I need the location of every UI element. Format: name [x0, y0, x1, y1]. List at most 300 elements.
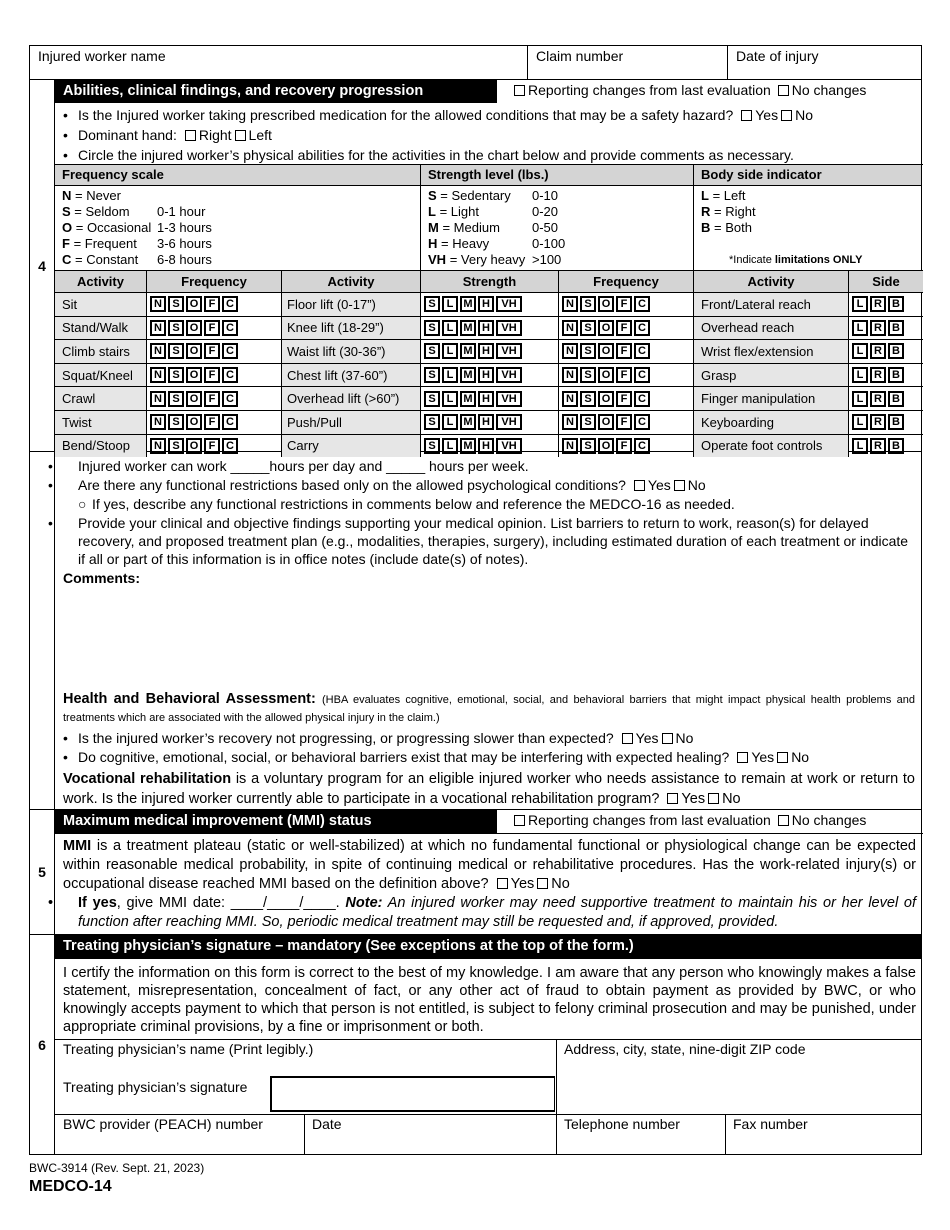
frequency-option[interactable]: F [616, 438, 632, 454]
mmi-no-changes-checkbox[interactable] [778, 815, 789, 826]
side-option[interactable]: R [870, 391, 886, 407]
frequency-cell [147, 293, 282, 316]
signature-label: Treating physician’s signature [63, 1079, 248, 1095]
strength-scale-item: H = Heavy 0-100 [428, 236, 566, 251]
frequency-option[interactable]: S [168, 343, 184, 359]
strength-level-title: Strength level (lbs.) [421, 165, 694, 186]
frequency-option[interactable]: S [168, 391, 184, 407]
frequency-option[interactable]: O [186, 296, 202, 312]
hba-q2-yes-checkbox[interactable] [737, 752, 748, 763]
hba-title: Health and Behavioral Assessment: [63, 691, 316, 707]
strength-option[interactable]: M [460, 438, 476, 454]
frequency-option[interactable]: O [598, 343, 614, 359]
yes-label: Yes [635, 730, 659, 746]
frequency-option[interactable]: N [150, 438, 166, 454]
frequency-option[interactable]: F [204, 320, 220, 336]
activity-name: Twist [55, 411, 147, 434]
strength-option[interactable]: H [478, 438, 494, 454]
strength-option[interactable]: VH [496, 391, 522, 407]
frequency-cell [559, 387, 694, 410]
body-side-item: R = Right [701, 204, 756, 219]
yes-label: Yes [647, 477, 671, 493]
frequency-option[interactable]: F [204, 296, 220, 312]
worker-name-label: Injured worker name [38, 48, 166, 64]
no-changes-label: No changes [791, 812, 867, 828]
strength-option[interactable]: L [442, 367, 458, 383]
frequency-option[interactable]: C [634, 343, 650, 359]
strength-option[interactable]: VH [496, 296, 522, 312]
mmi-date-field[interactable]: , give MMI date: ____/____/____. [116, 895, 346, 911]
date-label: Date [312, 1116, 342, 1132]
psych-sub-instruction: If yes, describe any functional restrictions in comments below and reference the MEDCO-16 as needed. [92, 496, 735, 512]
side-option[interactable]: L [852, 320, 868, 336]
frequency-option[interactable]: S [168, 320, 184, 336]
frequency-scale-item: C = Constant 6-8 hours [62, 252, 212, 267]
frequency-option[interactable]: C [222, 438, 238, 454]
side-option[interactable]: B [888, 391, 904, 407]
section-4b-number-cell [29, 452, 54, 810]
activity-table-header [55, 270, 923, 293]
side-cell [849, 387, 923, 410]
section-4-number-cell [29, 80, 54, 452]
dominant-hand-label: Dominant hand: [78, 127, 177, 143]
activity-name: Push/Pull [282, 411, 421, 434]
frequency-option[interactable]: F [616, 414, 632, 430]
section-6-number: 6 [38, 1036, 46, 1053]
strength-option[interactable]: S [424, 296, 440, 312]
frequency-option[interactable]: O [186, 438, 202, 454]
strength-option[interactable]: VH [496, 320, 522, 336]
activity-name: Wrist flex/extension [694, 340, 849, 363]
worker-name-field[interactable] [30, 46, 528, 79]
circle-instruction: Circle the injured worker’s physical abilities for the activities in the chart below and provide comments as necessary. [78, 147, 794, 163]
strength-option[interactable]: VH [496, 414, 522, 430]
activity-row [55, 411, 923, 435]
frequency-cell [559, 293, 694, 316]
frequency-cell [559, 364, 694, 387]
frequency-option[interactable]: S [580, 414, 596, 430]
frequency-option[interactable]: N [562, 296, 578, 312]
strength-option[interactable]: H [478, 391, 494, 407]
section-6-number-cell [29, 935, 54, 1155]
yes-label: Yes [751, 749, 775, 765]
mmi-no-checkbox[interactable] [537, 878, 548, 889]
activity-name: Chest lift (37-60”) [282, 364, 421, 387]
hba-q1-yes-checkbox[interactable] [622, 733, 633, 744]
frequency-option[interactable]: F [616, 391, 632, 407]
hba-block: Health and Behavioral Assessment: (HBA evaluates cognitive, emotional, social, and behavioral barriers that might impact physical health problems and treatments which are associated with the allowed physical injury in the claim.) • Is the injured worker’s recovery not progressing, or progressing slower than expected? Yes No • Do cognitive, emotional, social, or behavioral barriers exist that may be interfering with expected healing? Yes No Vocational rehabilitation is a voluntary program for an eligible injured worker who needs assistance to remain at work or return to work. Is the injured worker currently able to participate in a vocational rehabilitation program? Yes No [63, 691, 916, 807]
section-4-changes [511, 82, 921, 98]
strength-option[interactable]: L [442, 438, 458, 454]
side-option[interactable]: R [870, 296, 886, 312]
activity-name: Bend/Stoop [55, 435, 147, 458]
right-hand-checkbox[interactable] [185, 130, 196, 141]
strength-option[interactable]: L [442, 296, 458, 312]
date-of-injury-field[interactable] [728, 46, 921, 79]
form-id: MEDCO-14 [29, 1178, 112, 1195]
yes-label: Yes [755, 107, 779, 123]
strength-option[interactable]: S [424, 320, 440, 336]
frequency-option[interactable]: C [634, 414, 650, 430]
strength-option[interactable]: M [460, 391, 476, 407]
medication-yes-checkbox[interactable] [741, 110, 752, 121]
frequency-option[interactable]: O [186, 414, 202, 430]
hba-q1-no-checkbox[interactable] [662, 733, 673, 744]
section-5 [48, 810, 922, 935]
peach-number-label: BWC provider (PEACH) number [63, 1116, 263, 1132]
frequency-option[interactable]: O [598, 391, 614, 407]
frequency-option[interactable]: S [580, 438, 596, 454]
section-4-questions: • Is the Injured worker taking prescribed medication for the allowed conditions that may be a safety hazard? Yes No • Dominant hand: Right Left • Circle the injured worker’s physical abilities for the activities in the chart below and provide comments as necessary. [63, 107, 813, 163]
body-side-item: L = Left [701, 188, 746, 203]
right-label: Right [198, 127, 232, 143]
claim-number-field[interactable] [528, 46, 728, 79]
frequency-option[interactable]: S [580, 343, 596, 359]
frequency-option[interactable]: N [562, 414, 578, 430]
activity-name: Floor lift (0-17”) [282, 293, 421, 316]
date-of-injury-label: Date of injury [736, 48, 819, 64]
frequency-option[interactable]: N [562, 391, 578, 407]
left-hand-checkbox[interactable] [235, 130, 246, 141]
activity-row [55, 364, 923, 388]
side-option[interactable]: R [870, 320, 886, 336]
peach-number-field[interactable] [55, 1115, 304, 1154]
note-text: An injured worker may need supportive treatment to maintain his or her level of function after reaching MMI. So, periodic medical treatment may still be requested and, if approved, provided. [78, 895, 916, 930]
frequency-option[interactable]: C [222, 391, 238, 407]
strength-cell [421, 364, 559, 387]
fax-label: Fax number [733, 1116, 808, 1132]
frequency-scale-item: F = Frequent 3-6 hours [62, 236, 212, 251]
physician-name-label: Treating physician’s name (Print legibly.) [63, 1041, 314, 1057]
side-option[interactable]: L [852, 391, 868, 407]
strength-scale-list [421, 186, 694, 271]
strength-cell [421, 340, 559, 363]
section-4-header [55, 80, 923, 103]
strength-scale-item: S = Sedentary 0-10 [428, 188, 559, 203]
body-side-item: B = Both [701, 220, 752, 235]
medication-no-checkbox[interactable] [781, 110, 792, 121]
side-option[interactable]: R [870, 414, 886, 430]
strength-cell [421, 411, 559, 434]
side-option[interactable]: R [870, 438, 886, 454]
side-cell [849, 293, 923, 316]
frequency-option[interactable]: S [580, 391, 596, 407]
frequency-option[interactable]: O [598, 296, 614, 312]
activity-name: Stand/Walk [55, 317, 147, 340]
strength-option[interactable]: L [442, 320, 458, 336]
frequency-option[interactable]: C [222, 343, 238, 359]
section-4 [54, 80, 922, 452]
reporting-changes-checkbox[interactable] [514, 85, 525, 96]
frequency-option[interactable]: F [616, 320, 632, 336]
activity-name: Climb stairs [55, 340, 147, 363]
activity-table [55, 270, 923, 457]
mmi-definition: MMI is a treatment plateau (static or well-stabilized) at which no fundamental functional or physiological change can be expected within reasonable medical probability, in spite of continuing medical or rehabilitative procedures. Has the work-related injury(s) or occupational disease reached MMI based on the definition above? Yes No • If yes, give MMI date: ____/____/____. Note: An injured worker may need supportive treatment to maintain his or her level of function after reaching MMI. So, periodic medical treatment may still be requested and, if approved, provided. [48, 838, 916, 930]
frequency-scale-item: O = Occasional 1-3 hours [62, 220, 212, 235]
frequency-option[interactable]: N [562, 343, 578, 359]
claim-number-label: Claim number [536, 48, 624, 64]
side-option[interactable]: B [888, 414, 904, 430]
frequency-option[interactable]: N [150, 414, 166, 430]
psych-no-checkbox[interactable] [674, 480, 685, 491]
activity-name: Operate foot controls [694, 435, 849, 458]
strength-option[interactable]: H [478, 320, 494, 336]
section-5-title: Maximum medical improvement (MMI) status [55, 810, 497, 833]
no-label: No [791, 749, 810, 765]
activity-row [55, 387, 923, 411]
side-option[interactable]: B [888, 296, 904, 312]
frequency-option[interactable]: O [186, 367, 202, 383]
frequency-cell [147, 364, 282, 387]
side-cell [849, 411, 923, 434]
frequency-option[interactable]: N [150, 391, 166, 407]
frequency-option[interactable]: S [168, 414, 184, 430]
side-option[interactable]: B [888, 438, 904, 454]
frequency-option[interactable]: C [634, 367, 650, 383]
side-option[interactable]: L [852, 296, 868, 312]
address-label: Address, city, state, nine-digit ZIP code [564, 1041, 806, 1057]
frequency-option[interactable]: C [634, 438, 650, 454]
frequency-scale-title: Frequency scale [55, 165, 421, 186]
frequency-option[interactable]: S [580, 320, 596, 336]
telephone-label: Telephone number [564, 1116, 680, 1132]
mmi-yes-checkbox[interactable] [497, 878, 508, 889]
activity-row [55, 317, 923, 341]
mmi-text: is a treatment plateau (static or well-stabilized) at which no fundamental functional or physiological change can be expected within reasonable medical probability, in spite of continuing medical or rehabilitative procedures. Has the work-related injury(s) or occupational disease reached MMI based on the definition above? [63, 838, 916, 892]
hba-question-1: Is the injured worker’s recovery not progressing, or progressing slower than expected? [78, 730, 614, 746]
medication-question: Is the Injured worker taking prescribed medication for the allowed conditions that may be a safety hazard? [78, 107, 734, 123]
side-cell [849, 340, 923, 363]
yes-label: Yes [681, 791, 706, 807]
activity-name: Overhead reach [694, 317, 849, 340]
col-frequency-2: Frequency [559, 271, 694, 292]
activity-name: Sit [55, 293, 147, 316]
frequency-option[interactable]: O [598, 414, 614, 430]
frequency-cell [147, 317, 282, 340]
strength-option[interactable]: S [424, 343, 440, 359]
strength-scale-item: VH = Very heavy >100 [428, 252, 562, 267]
frequency-option[interactable]: N [562, 438, 578, 454]
side-option[interactable]: R [870, 343, 886, 359]
frequency-cell [559, 317, 694, 340]
frequency-cell [147, 340, 282, 363]
reporting-changes-label: Reporting changes from last evaluation [528, 82, 771, 98]
reporting-changes-label: Reporting changes from last evaluation [528, 812, 771, 828]
frequency-option[interactable]: F [616, 296, 632, 312]
frequency-option[interactable]: C [222, 414, 238, 430]
frequency-option[interactable]: F [204, 343, 220, 359]
side-option[interactable]: B [888, 320, 904, 336]
comments-area[interactable] [63, 588, 915, 688]
frequency-option[interactable]: F [616, 367, 632, 383]
frequency-option[interactable]: C [222, 320, 238, 336]
side-option[interactable]: L [852, 438, 868, 454]
hba-description: (HBA evaluates cognitive, emotional, social, and behavioral barriers that might impact physical health problems and treatments which are associated with the allowed physical injury in the claim.) [63, 694, 916, 724]
no-label: No [687, 477, 706, 493]
frequency-option[interactable]: N [562, 320, 578, 336]
strength-cell [421, 387, 559, 410]
section-6 [54, 935, 922, 1155]
frequency-option[interactable]: F [616, 343, 632, 359]
strength-option[interactable]: L [442, 343, 458, 359]
address-field[interactable] [557, 1061, 921, 1113]
voc-title: Vocational rehabilitation [63, 771, 232, 787]
strength-option[interactable]: VH [496, 343, 522, 359]
frequency-option[interactable]: S [580, 367, 596, 383]
side-option[interactable]: R [870, 367, 886, 383]
side-option[interactable]: B [888, 343, 904, 359]
section-5-number: 5 [38, 864, 46, 880]
no-changes-checkbox[interactable] [778, 85, 789, 96]
frequency-cell [559, 411, 694, 434]
section-5-changes [511, 812, 921, 828]
signature-box[interactable] [270, 1076, 555, 1112]
form-revision: BWC-3914 (Rev. Sept. 21, 2023) [29, 1161, 205, 1175]
voc-yes-checkbox[interactable] [667, 793, 678, 804]
body-side-title: Body side indicator [694, 165, 921, 186]
strength-cell [421, 317, 559, 340]
physician-name-field[interactable] [55, 1041, 556, 1073]
strength-option[interactable]: L [442, 414, 458, 430]
activity-name: Overhead lift (>60”) [282, 387, 421, 410]
frequency-option[interactable]: S [168, 296, 184, 312]
strength-cell [421, 293, 559, 316]
comments-label: Comments: [63, 570, 141, 586]
mmi-reporting-changes-checkbox[interactable] [514, 815, 525, 826]
frequency-cell [559, 340, 694, 363]
frequency-cell [147, 411, 282, 434]
side-option[interactable]: L [852, 343, 868, 359]
frequency-option[interactable]: F [204, 414, 220, 430]
voc-no-checkbox[interactable] [708, 793, 719, 804]
strength-scale-item: L = Light 0-20 [428, 204, 559, 219]
mmi-bold: MMI [63, 838, 92, 854]
header-row [29, 45, 922, 80]
frequency-option[interactable]: S [580, 296, 596, 312]
frequency-option[interactable]: O [598, 438, 614, 454]
col-side: Side [872, 274, 900, 289]
frequency-option[interactable]: O [598, 320, 614, 336]
side-option[interactable]: B [888, 367, 904, 383]
clinical-instruction: Provide your clinical and objective findings supporting your medical opinion. List barriers to return to work, reason(s) for delayed recovery, and proposed treatment plan (e.g., modalities, therapies, surgery), including estimated duration of each treatment or indicate if all or part of this information is in office notes (include date(s) of notes). [78, 515, 909, 567]
frequency-option[interactable]: O [186, 391, 202, 407]
frequency-option[interactable]: F [204, 367, 220, 383]
work-questions: • Injured worker can work _____hours per day and _____ hours per week. • Are there any functional restrictions based only on the allowed psychological conditions? Yes No ○ If yes, describe any functional restrictions in comments below and reference the MEDCO-16 as needed. • Provide your clinical and objective findings supporting your medical opinion. List barriers to return to work, reason(s) for delayed recovery, and proposed treatment plan (e.g., modalities, therapies, surgery), including estimated duration of each treatment or indicate if all or part of this information is in office notes (include date(s) of notes). Comments: [63, 457, 915, 588]
activity-row [55, 293, 923, 317]
col-activity-3: Activity [694, 271, 849, 292]
if-yes: If yes [78, 895, 117, 911]
activity-name: Waist lift (30-36”) [282, 340, 421, 363]
activity-name: Carry [282, 435, 421, 458]
hba-q2-no-checkbox[interactable] [777, 752, 788, 763]
frequency-option[interactable]: N [150, 367, 166, 383]
psych-yes-checkbox[interactable] [634, 480, 645, 491]
strength-option[interactable]: M [460, 320, 476, 336]
strength-option[interactable]: VH [496, 438, 522, 454]
no-label: No [675, 730, 694, 746]
activity-name: Keyboarding [694, 411, 849, 434]
strength-option[interactable]: M [460, 414, 476, 430]
strength-option[interactable]: H [478, 367, 494, 383]
frequency-option[interactable]: O [598, 367, 614, 383]
side-cell [849, 317, 923, 340]
section-4-number: 4 [38, 257, 46, 274]
activity-row [55, 340, 923, 364]
strength-option[interactable]: M [460, 367, 476, 383]
activity-name: Squat/Kneel [55, 364, 147, 387]
frequency-option[interactable]: C [634, 391, 650, 407]
strength-option[interactable]: H [478, 296, 494, 312]
activity-name: Crawl [55, 387, 147, 410]
side-option[interactable]: L [852, 414, 868, 430]
activity-name: Knee lift (18-29”) [282, 317, 421, 340]
strength-option[interactable]: VH [496, 367, 522, 383]
frequency-option[interactable]: S [168, 367, 184, 383]
hba-question-2: Do cognitive, emotional, social, or behavioral barriers exist that may be interfering with expected healing? [78, 749, 730, 765]
side-cell [849, 364, 923, 387]
left-label: Left [248, 127, 272, 143]
activity-rows [55, 293, 923, 457]
strength-option[interactable]: M [460, 296, 476, 312]
frequency-option[interactable]: C [634, 296, 650, 312]
frequency-option[interactable]: C [222, 367, 238, 383]
psych-question: Are there any functional restrictions based only on the allowed psychological conditions? [78, 477, 626, 493]
indicate-note: *Indicate limitations ONLY [729, 254, 863, 266]
section-6-title: Treating physician’s signature – mandatory (See exceptions at the top of the form.) [55, 935, 921, 959]
frequency-option[interactable]: C [634, 320, 650, 336]
section-4-continued [48, 452, 922, 810]
telephone-field[interactable] [557, 1115, 725, 1154]
strength-option[interactable]: H [478, 343, 494, 359]
frequency-option[interactable]: N [562, 367, 578, 383]
frequency-option[interactable]: N [150, 343, 166, 359]
no-label: No [722, 791, 741, 807]
col-strength: Strength [421, 271, 559, 292]
strength-option[interactable]: S [424, 414, 440, 430]
frequency-option[interactable]: O [186, 320, 202, 336]
no-changes-label: No changes [791, 82, 867, 98]
section-5-number-cell [29, 810, 54, 935]
strength-option[interactable]: H [478, 414, 494, 430]
frequency-option[interactable]: F [204, 391, 220, 407]
frequency-option[interactable]: O [186, 343, 202, 359]
frequency-option[interactable]: S [168, 438, 184, 454]
hours-line[interactable]: Injured worker can work _____hours per day and _____ hours per week. [78, 458, 529, 474]
frequency-cell [147, 387, 282, 410]
strength-option[interactable]: S [424, 438, 440, 454]
strength-option[interactable]: S [424, 391, 440, 407]
note-label: Note: [345, 895, 383, 911]
fax-field[interactable] [726, 1115, 921, 1154]
strength-option[interactable]: L [442, 391, 458, 407]
voc-text: is a voluntary program for an eligible injured worker who needs assistance to remain at work or return to work. Is the injured worker currently able to participate in a vocational rehabilitation program? [63, 771, 916, 807]
legend-table [55, 164, 923, 270]
strength-option[interactable]: M [460, 343, 476, 359]
frequency-scale-item: S = Seldom 0-1 hour [62, 204, 206, 219]
activity-name: Finger manipulation [694, 387, 849, 410]
frequency-option[interactable]: C [222, 296, 238, 312]
side-option[interactable]: L [852, 367, 868, 383]
frequency-option[interactable]: N [150, 320, 166, 336]
activity-name: Grasp [694, 364, 849, 387]
frequency-scale-item: N = Never [62, 188, 121, 203]
frequency-option[interactable]: F [204, 438, 220, 454]
certification-text: I certify the information on this form is correct to the best of my knowledge. I am aware that any person who knowingly makes a false statement, misrepresentation, concealment of fact, or any other act of fraud to obtain payment as provided by BWC, or who knowingly accepts payment to which that person is not entitled, is subject to felony criminal prosecution and may be punished, under appropriate criminal provisions, by a fine or imprisonment or both. [63, 965, 916, 1035]
date-field[interactable] [305, 1115, 556, 1154]
no-label: No [795, 107, 813, 123]
strength-option[interactable]: S [424, 367, 440, 383]
frequency-option[interactable]: N [150, 296, 166, 312]
